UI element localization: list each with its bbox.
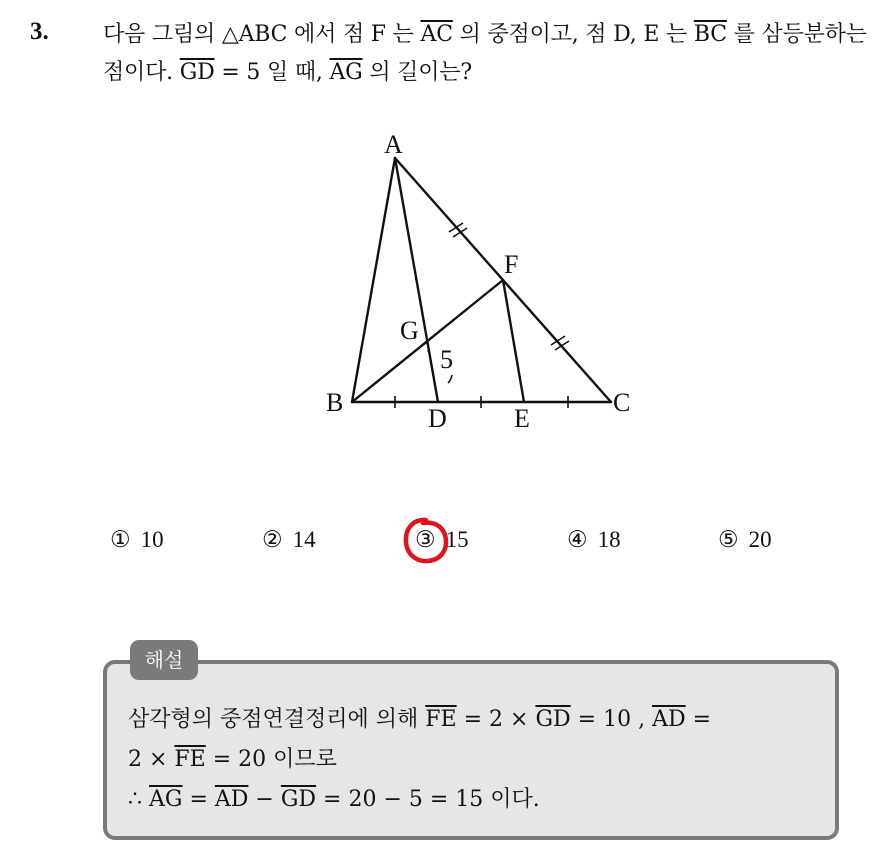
choice-value: 20 [748, 527, 772, 552]
solution-text-part: = [182, 787, 215, 812]
solution-line-2 [128, 740, 828, 780]
solution-text-part: ∴ [128, 787, 149, 812]
choice-value: 14 [292, 527, 316, 552]
segment-ad-line [395, 158, 438, 402]
segment-ag: $\overline{AG}$ [329, 60, 363, 85]
choice-mark: ③ [415, 527, 436, 552]
segment-bc: $\overline{BC}$ [693, 22, 727, 47]
label-length-5: 5 [440, 345, 453, 374]
label-b: B [326, 388, 344, 417]
segment-fe: $\overline{FE}$ [174, 747, 206, 772]
triangle-diagram [300, 120, 660, 440]
choice-value: 10 [140, 527, 164, 552]
segment-gd: $\overline{GD}$ [179, 60, 215, 85]
solution-text-part: = 20 이므로 [205, 747, 337, 772]
choice-value: 15 [445, 527, 469, 552]
segment-gd: $\overline{GD}$ [535, 707, 571, 732]
segment-ag: $\overline{AG}$ [149, 787, 183, 812]
question-number: 3. [30, 18, 49, 45]
side-ab [352, 158, 395, 402]
label-e: E [514, 404, 530, 433]
question-text-part: 를 삼등분하는 점이다. [103, 22, 867, 85]
choice-4[interactable] [567, 527, 621, 553]
solution-text [128, 700, 828, 820]
choice-1[interactable] [110, 527, 164, 553]
segment-fe: $\overline{FE}$ [425, 707, 457, 732]
answer-choices [110, 525, 830, 565]
label-c: C [613, 388, 631, 417]
solution-text-part: 삼각형의 중점연결정리에 의해 [128, 707, 426, 732]
solution-text-part: 2 × [128, 747, 175, 772]
question-text [103, 16, 873, 92]
solution-text-part: = 20 − 5 = 15 이다. [316, 787, 540, 812]
gd-measure-arc [448, 375, 452, 383]
triangle-figure [300, 120, 660, 440]
segment-ad: $\overline{AD}$ [214, 787, 249, 812]
segment-gd: $\overline{GD}$ [280, 787, 317, 812]
solution-line-3 [128, 780, 828, 820]
solution-text-part: = 10 , [570, 707, 653, 732]
solution-tab: 해설 [130, 640, 198, 680]
choice-mark: ① [110, 527, 131, 552]
label-d: D [428, 404, 447, 433]
question-text-part: 의 중점이고, 점 D, E 는 [452, 22, 694, 47]
question-text-part: 다음 그림의 △ABC 에서 점 F 는 [103, 22, 421, 47]
choice-5[interactable] [718, 527, 772, 553]
choice-3[interactable] [415, 527, 469, 553]
solution-text-part: = 2 × [456, 707, 536, 732]
solution-line-1 [128, 700, 828, 740]
question-text-part: 의 길이는? [362, 60, 472, 85]
segment-bf-line [352, 280, 503, 402]
segment-ad: $\overline{AD}$ [652, 707, 686, 732]
segment-fe-line [503, 280, 524, 402]
choice-value: 18 [597, 527, 621, 552]
solution-text-part: = [685, 707, 712, 732]
label-g: G [400, 316, 419, 345]
choice-2[interactable] [262, 527, 316, 553]
label-a: A [384, 130, 403, 159]
segment-ac: $\overline{AC}$ [420, 22, 453, 47]
question-text-part: = 5 일 때, [214, 60, 330, 85]
label-f: F [504, 250, 519, 279]
choice-mark: ④ [567, 527, 588, 552]
choice-mark: ② [262, 527, 283, 552]
choice-mark: ⑤ [718, 527, 739, 552]
solution-text-part: − [248, 787, 281, 812]
